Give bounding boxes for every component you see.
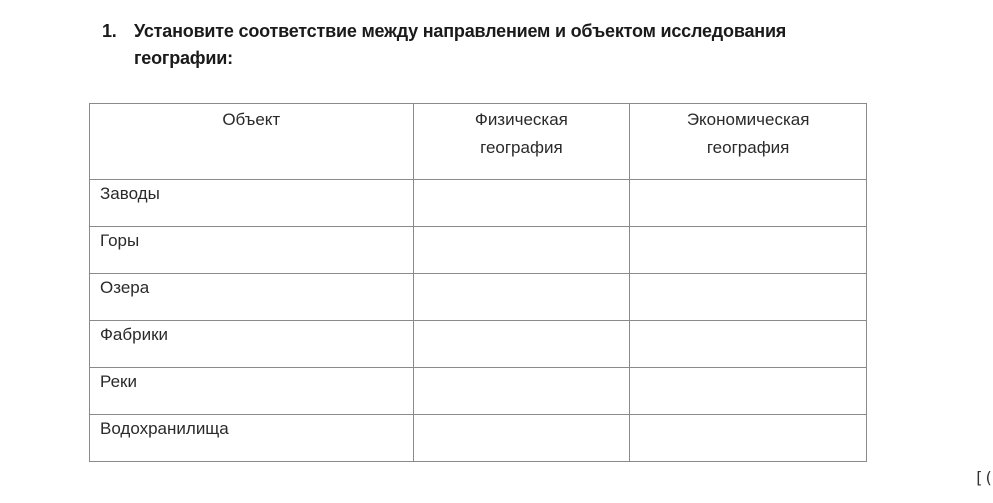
physical-cell[interactable] <box>413 368 630 415</box>
header-physical-line2: география <box>480 138 563 157</box>
economic-cell[interactable] <box>630 368 867 415</box>
physical-cell[interactable] <box>413 321 630 368</box>
table-row <box>90 415 867 462</box>
physical-cell[interactable] <box>413 274 630 321</box>
row-label: Заводы <box>90 180 414 227</box>
table-row <box>90 274 867 321</box>
row-label: Реки <box>90 368 414 415</box>
edge-cropped-text: [( <box>974 468 993 487</box>
table-row <box>90 180 867 227</box>
physical-cell[interactable] <box>413 415 630 462</box>
header-economic-line1: Экономическая <box>686 110 810 129</box>
row-label: Водохранилища <box>90 415 414 462</box>
header-physical-line1: Физическая <box>474 110 568 129</box>
task-text-line1: Установите соответствие между направлением и объектом исследования <box>134 21 787 41</box>
header-object <box>90 104 414 180</box>
task-text <box>102 18 942 72</box>
economic-cell[interactable] <box>630 227 867 274</box>
economic-cell[interactable] <box>630 274 867 321</box>
economic-cell[interactable] <box>630 180 867 227</box>
row-label: Фабрики <box>90 321 414 368</box>
physical-cell[interactable] <box>413 227 630 274</box>
task-heading <box>102 18 942 72</box>
table-row <box>90 368 867 415</box>
task-number: 1. <box>102 21 117 41</box>
table-header-row <box>90 104 867 180</box>
table-row <box>90 227 867 274</box>
matching-table <box>89 103 867 462</box>
header-object-label: Объект <box>222 110 281 129</box>
header-economic-line2: география <box>706 138 790 157</box>
row-label: Горы <box>90 227 414 274</box>
header-economic-geography <box>630 104 867 180</box>
row-label: Озера <box>90 274 414 321</box>
physical-cell[interactable] <box>413 180 630 227</box>
table-row <box>90 321 867 368</box>
header-physical-geography <box>413 104 630 180</box>
task-text-line2: географии: <box>134 48 233 68</box>
economic-cell[interactable] <box>630 321 867 368</box>
economic-cell[interactable] <box>630 415 867 462</box>
